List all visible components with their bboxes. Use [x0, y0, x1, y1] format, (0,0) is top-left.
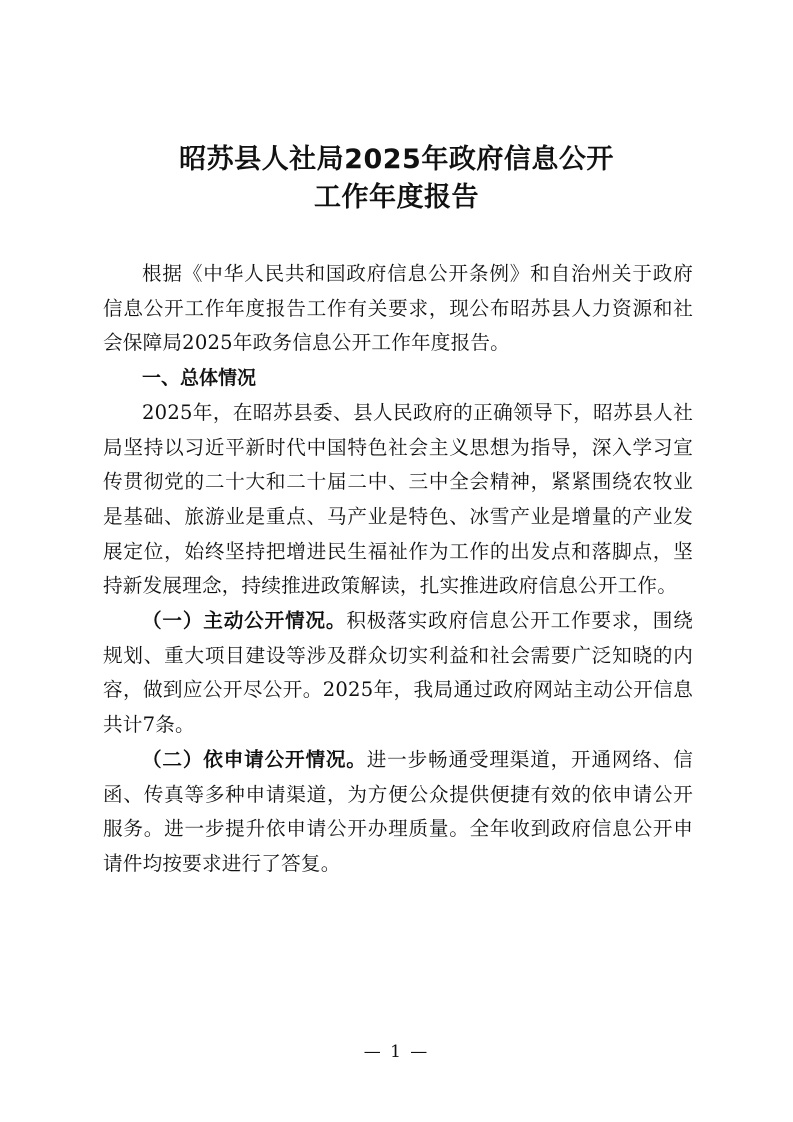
proactive-disclosure-paragraph	[103, 604, 693, 743]
application-disclosure-text: 进一步畅通受理渠道，开通网络、信函、传真等多种申请渠道，为方便公众提供便捷有效的依申请公开服务。进一步提升依申请公开办理质量。全年收到政府信息公开申请件均按要求进行了答复。	[103, 747, 694, 875]
proactive-disclosure-text: 积极落实政府信息公开工作要求，围绕规划、重大项目建设等涉及群众切实利益和社会需要广泛知晓的内容，做到应公开尽公开。2025年，我局通过政府网站主动公开信息共计7条。	[103, 609, 693, 737]
document-title-line-1: 昭苏县人社局2025年政府信息公开	[179, 144, 614, 175]
application-disclosure-paragraph	[103, 743, 693, 882]
overview-paragraph: 2025年，在昭苏县委、县人民政府的正确领导下，昭苏县人社局坚持以习近平新时代中国特色社会主义思想为指导，深入学习宣传贯彻党的二十大和二十届二中、三中全会精神，紧紧围绕农牧业是基础、旅游业是重点、马产业是特色、冰雪产业是增量的产业发展定位，始终坚持把增进民生福祉作为工作的出发点和落脚点，坚持新发展理念，持续推进政策解读，扎实推进政府信息公开工作。	[103, 400, 693, 598]
document-body	[103, 257, 693, 882]
application-disclosure-heading: （二）依申请公开情况。	[142, 747, 367, 771]
proactive-disclosure-heading: （一）主动公开情况。	[142, 609, 347, 633]
intro-paragraph: 根据《中华人民共和国政府信息公开条例》和自治州关于政府信息公开工作年度报告工作有关要求，现公布昭苏县人力资源和社会保障局2025年政务信息公开工作年度报告。	[103, 262, 693, 355]
page-number: — 1 —	[363, 1042, 430, 1062]
document-title-line-2: 工作年度报告	[314, 182, 479, 213]
section-heading-overview: 一、总体情况	[142, 367, 257, 390]
